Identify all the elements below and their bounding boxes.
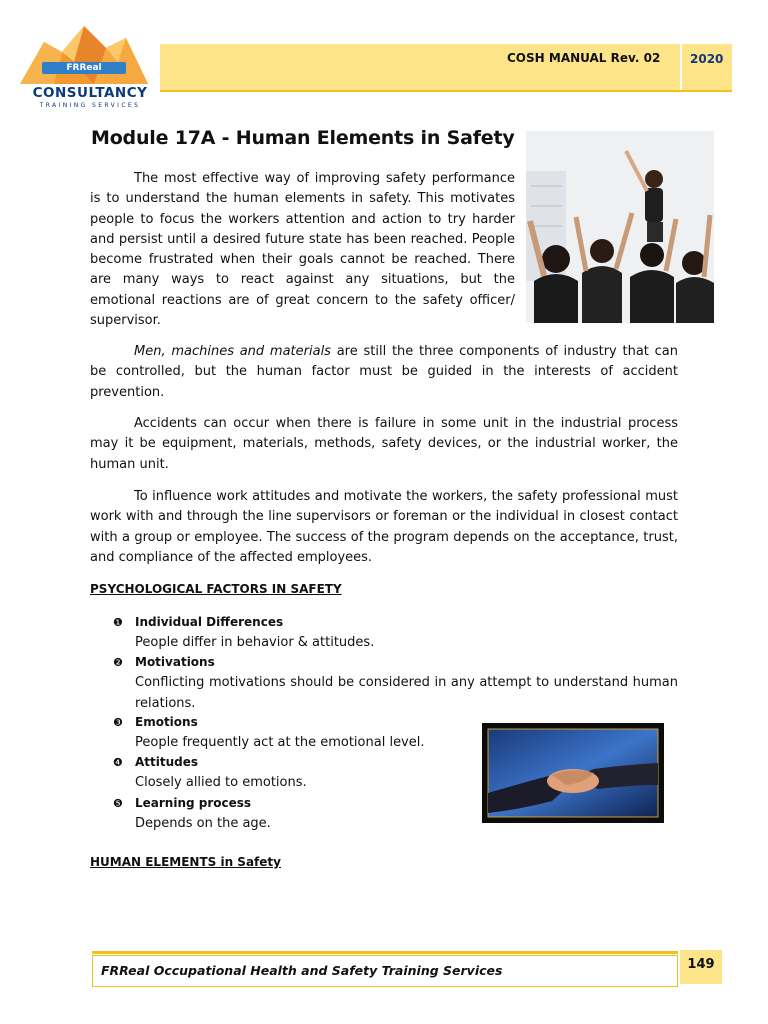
logo-wordmark: CONSULTANCY xyxy=(32,85,148,101)
factor-description: Depends on the age. xyxy=(135,816,271,832)
manual-label: COSH MANUAL Rev. 02 xyxy=(507,51,661,65)
factor-item xyxy=(113,652,678,714)
three-components-text: are still the three components of industry that can be controlled, but the human factor must be guided in the interests of accident prevention. xyxy=(90,344,678,400)
team-celebration-photo xyxy=(526,131,714,323)
three-components-italic: Men, machines and materials xyxy=(134,344,331,359)
factor-title: Motivations xyxy=(135,655,215,669)
section-heading-psychological-factors: PSYCHOLOGICAL FACTORS IN SAFETY xyxy=(90,582,342,596)
factor-number-icon: ❷ xyxy=(113,656,123,669)
factor-description: Closely allied to emotions. xyxy=(135,775,307,791)
factor-item xyxy=(113,793,458,835)
factor-description: People frequently act at the emotional level. xyxy=(135,735,425,751)
page-title: Module 17A - Human Elements in Safety xyxy=(91,127,515,149)
paragraph-intro xyxy=(90,169,515,331)
factor-number-icon: ❶ xyxy=(113,616,123,629)
factor-title: Attitudes xyxy=(135,755,199,769)
paragraph-three-components xyxy=(90,342,678,403)
factor-description: People differ in behavior & attitudes. xyxy=(135,635,375,651)
factor-number-icon: ❺ xyxy=(113,797,123,810)
factor-title: Emotions xyxy=(135,715,198,729)
logo-mountain-graphic xyxy=(14,22,154,88)
section-heading-human-elements: HUMAN ELEMENTS in Safety xyxy=(90,855,281,869)
logo-tagline: TRAINING SERVICES xyxy=(39,102,141,109)
logo-brand: FRReal xyxy=(66,63,102,73)
company-logo xyxy=(14,22,154,112)
footer-rule xyxy=(92,951,678,954)
factor-item xyxy=(113,752,458,794)
manual-year: 2020 xyxy=(690,52,724,66)
header-divider xyxy=(680,44,682,90)
factor-title: Learning process xyxy=(135,796,252,810)
handshake-photo xyxy=(482,723,664,823)
paragraph-work-attitudes-text: To influence work attitudes and motivate the workers, the safety professional must work with and through the line supervisors or foreman or the individual in closest contact with a group or employee. The success of the program depends on the acceptance, trust, and compliance of the affected employees. xyxy=(90,489,678,565)
footer-text: FRReal Occupational Health and Safety Training Services xyxy=(101,963,503,978)
paragraph-intro-text: The most effective way of improving safety performance is to understand the human elements in safety. This motivates people to focus the workers attention and action to try harder and persist until a desired future state has been reached. People become frustrated when their goals cannot be reached. There are many ways to react against any situations, but the emotional reactions are of great concern to the safety officer/ supervisor. xyxy=(90,171,515,329)
factor-item xyxy=(113,612,678,654)
page-number: 149 xyxy=(687,957,715,972)
factor-number-icon: ❸ xyxy=(113,716,123,729)
paragraph-accidents xyxy=(90,414,678,475)
factor-description: Conflicting motivations should be considered in any attempt to understand human relations. xyxy=(135,675,678,711)
paragraph-accidents-text: Accidents can occur when there is failure in some unit in the industrial process may it be equipment, materials, methods, safety devices, or the industrial worker, the human unit. xyxy=(90,416,678,472)
factor-number-icon: ❹ xyxy=(113,756,123,769)
paragraph-work-attitudes xyxy=(90,487,678,568)
factor-title: Individual Differences xyxy=(135,615,284,629)
factor-item xyxy=(113,712,458,754)
